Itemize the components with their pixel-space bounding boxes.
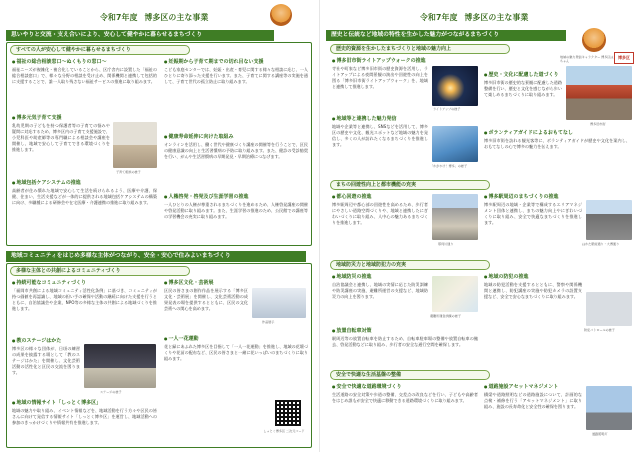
right-title-year: 令和7年度 — [420, 13, 458, 22]
left-band-community: 地域コミュニティをはじめ多様な主体がつながり、安全・安心で住みよいまちづくり — [6, 251, 306, 262]
item-heading: ● 福祉の総合相談窓口〜ぬくもりの窓口〜 — [12, 59, 107, 66]
item-heading: ● 博多旧市街ライトアップウォークの推進 — [332, 58, 426, 65]
item-body: 博多旧市街の歴史的な景観に配慮した道路整備を行い、歴史と文化を感じながら歩いて楽しめるまちづくりに取り組みます。 — [484, 80, 562, 98]
item-heading: ● 地域の情報サイト「しっとく博多区」 — [12, 400, 101, 407]
item-body: 博多駅周辺や都心部の回遊性を高めるため、歩行者にやさしい道路空間づくりや、地域と連携したにぎわいづくりに取り組み、人中心の魅力あるまちづくりを推進します。 — [332, 202, 428, 226]
stage-photo — [84, 344, 156, 388]
item-body: オンラインを活用し、働く世代や健康づくり講座の開催等を行うことで、区民の健康意識の向上と生活習慣病の予防に取り組みます。また、健診の受診勧奨を行い、がんや生活習慣病の早期発見・早期治療につなげます。 — [164, 142, 308, 160]
item-heading: ● 歴史・文化に配慮した道づくり — [484, 72, 559, 79]
photo-caption: 道路照明灯 — [592, 432, 608, 436]
right-title — [420, 12, 529, 23]
right-band-history: 歴史と伝統など地域の特性を生かした魅力がつながるまちづくり — [326, 30, 566, 41]
photo-caption: 博多旧市街 — [590, 122, 606, 126]
photo-caption: はかた駅前通り・大博通り — [582, 242, 620, 246]
item-body: 地域や企業等と連携し、SNSなどを活用して、博多区の歴史や文化、観光スポットなど地域の魅力を発信し、多くの人が訪れたくなるまちづくりを推進します。 — [332, 124, 428, 148]
item-body: 高齢者が住み慣れた地域で安心して生活を続けられるよう、医療や介護、保健、住まい、生活支援などが一体的に提供される地域包括ケアシステムの構築に向け、多職種による研修会や在宅医療・介護連携の推進に取り組みます。 — [12, 188, 157, 206]
right-sub-history: 歴史的資源を生かしたまちづくりと地域の魅力向上 — [330, 44, 510, 54]
street-photo — [432, 194, 478, 240]
promotion-photo — [432, 126, 478, 162]
photo-caption: 那珂川通り — [438, 242, 454, 246]
item-heading: ● 健康寿命延伸に向けた取組み — [164, 134, 234, 141]
item-heading: ● 人権啓発・啓発及び生涯学習の推進 — [164, 194, 249, 201]
right-sub-mobility: まちの回遊性向上と都市機能の充実 — [330, 180, 490, 190]
left-title-year: 令和7年度 — [100, 13, 138, 22]
item-heading: ● ボランティアガイドによるおもてなし — [484, 130, 573, 137]
item-body: 地域の魅力や取り組み、イベント情報などを、地域活動を行う方々や区民の皆さんに向けて発信する情報サイト「しっとく博多区」を運営し、地域活動への参加のきっかけづくりや情報共有を推進します。 — [12, 408, 157, 426]
item-heading: ● 一人一花運動 — [164, 336, 199, 343]
item-body: 福祉ニーズが複雑化・複合化していることから、区庁舎内に設置した「福祉の総合相談窓口」で、様々な分野の相談を受け止め、関係機関と連携して包括的に支援することで、誰一人取り残さない福祉サービスの推進に取り組みます。 — [12, 67, 157, 85]
item-body: 一人ひとりの人権が尊重されるまちづくりを進めるため、人権啓発講座の開催や啓発活動に取り組みます。また、生涯学習の推進のため、公民館での講座等の学習機会の充実に取り組みます。 — [164, 202, 308, 220]
photo-caption: 防犯パトロールの様子 — [584, 328, 615, 332]
mascot-icon — [270, 4, 292, 26]
item-heading: ● 博多元気子育て支援 — [12, 115, 62, 122]
item-heading: ● 地域等と連携した魅力発信 — [332, 116, 397, 123]
item-body: 博多区の様々な団体が、日頃の練習の成果を披露する場として「教のステージはかた」を開催し、文化芸術活動の活性化と区民の交流を図ります。 — [12, 346, 80, 376]
parenting-photo — [113, 122, 157, 168]
exhibit-photo — [252, 288, 306, 318]
item-body: 博多駅周辺の地域・企業等で構成するエリアマネジメント団体と連携し、まちの魅力向上やにぎわいづくりに取り組み、安全で快適なまちづくりを推進します。 — [484, 202, 582, 226]
right-sub-infra: 安全で快適な生活基盤の整備 — [330, 370, 490, 380]
item-heading: ● 放置自転車対策 — [332, 328, 372, 335]
hakata-stamp: 博多区 — [614, 52, 634, 64]
mascot-icon — [582, 28, 606, 52]
photo-caption: 「かがやけ！博多」の様子 — [430, 164, 468, 168]
left-band-welfare: 思いやりと交流・支え合いにより、安心して健やかに暮らせるまちづくり — [6, 30, 274, 41]
left-sub-welfare: すべての人が安心して健やかに暮らせるまちづくり — [10, 45, 190, 55]
item-body: 寺社や町家など博多旧市街の歴史資源を活用し、ライトアップによる夜間景観の演出や回遊性の向上を図る「博多旧市街ライトアップウォーク」を、地域と連携して推進します。 — [332, 66, 428, 90]
item-heading: ● 博多駅周辺のまちづくりの推進 — [484, 194, 558, 201]
item-body: 「福岡市共創による地域コミュニティ活性化条例」に基づき、コミュニティが持つ価値を再認識し、地域の担い手の確保や活動の継続に向けた支援を行うとともに、自治協議会や企業、NPO等の多様な主体の共創による地域づくりを推進します。 — [12, 288, 157, 312]
item-heading: ● 地域防災の推進 — [332, 274, 372, 281]
item-heading: ● 地域の防犯の推進 — [484, 274, 529, 281]
item-body: 生活道路の安全対策や歩道の整備、交差点の改良などを行い、子どもや高齢者をはじめ誰もが安全で快適に移動できる道路環境づくりに取り組みます。 — [332, 392, 478, 404]
item-body: 博多旧市街を訪れる観光客等に、ボランティアガイドが歴史や文化を案内し、おもてなしの心で博多の魅力を伝えます。 — [484, 138, 630, 150]
streetlight-photo — [586, 386, 632, 430]
item-heading: ● 博多区文化・芸術展 — [164, 280, 214, 287]
photo-caption: 作品展示 — [262, 320, 275, 324]
item-heading: ● 教のステージはかた — [12, 338, 61, 345]
item-heading: ● 地域包括ケアシステムの推進 — [12, 180, 81, 187]
item-body: 橋梁や道路照明などの道路施設について、計画的な点検・補修を行う「アセットマネジメント」に取り組み、施設の長寿命化と安全性の確保を図ります。 — [484, 392, 582, 410]
photo-caption: ライトアップの様子 — [433, 107, 461, 111]
lightup-photo — [432, 66, 478, 106]
oldtown-photo — [566, 66, 632, 120]
item-heading: ● 安全で快適な道路環境づくり — [332, 384, 402, 391]
item-heading: ● 道路施設アセットマネジメント — [484, 384, 558, 391]
right-sub-safety: 地域防災力と地域防犯力の充実 — [330, 260, 490, 270]
item-body: 自治協議会と連携し、地域の実情に応じた防災訓練や防災講座の実施、避難所運営の支援など、地域防災力の向上を図ります。 — [332, 282, 428, 300]
mascot-caption: 地域の魅力発信キャラクター 博多区はちゃん — [560, 55, 614, 63]
item-body: こども家庭センターでは、妊娠・出産・育児に関する様々な相談に応じ、一人ひとりに寄り添った支援を行います。また、子育てに関する講座等の実施を通して、子育て世代の孤立防止に取り組みます。 — [164, 67, 308, 85]
qr-code[interactable] — [275, 400, 301, 426]
station-road-photo — [586, 200, 632, 240]
right-page — [320, 0, 640, 452]
photo-caption: 子育て相談の様子 — [116, 170, 141, 174]
item-heading: ● 都心回遊の推進 — [332, 194, 372, 201]
photo-caption: 避難所運営訓練の様子 — [430, 314, 461, 318]
item-body: 駅周辺等の放置自転車を防止するため、自転車駐車場の整備や放置自転車の撤去、啓発活動などに取り組み、歩行者の安全な通行空間を確保します。 — [332, 336, 478, 348]
item-heading: ● 持続可能なコミュニティづくり — [12, 280, 86, 287]
item-body: 区民の皆さまの創作作品を展示する「博多区文化・芸術展」を開催し、文化芸術活動の成果発表の場を提供するとともに、区民の文化芸術への関心を高めます。 — [164, 288, 248, 312]
item-body: 地域の防犯活動を支援するとともに、警察や関係機関と連携し、防犯講座の実施や防犯カメラの設置支援など、安全で安心なまちづくりに取り組みます。 — [484, 282, 582, 300]
patrol-photo — [586, 292, 632, 326]
item-heading: ● 妊娠期から子育て期までの切れ目ない支援 — [164, 59, 264, 66]
photo-caption: ステージの様子 — [100, 390, 122, 394]
qr-caption: しっとく博多区 二次元コード — [263, 429, 305, 433]
left-title — [100, 12, 209, 23]
item-body: 乳幼児期の子どもを持つ保護者等の子育ての悩みや疑問に対応するため、博多区内の子育て支援施設で、小児科医や助産師等の専門職による相談会や講座を開催し、地域で安心して子育てできる環境づくりを推進します。 — [12, 123, 110, 153]
right-title-main: 博多区の主な事業 — [464, 13, 529, 22]
item-body: 花と緑にあふれた博多区を目指して「一人一花運動」を推進し、地域の花壇づくりや花苗の配布など、区民の皆さまと一緒に花いっぱいのまちづくりに取り組みます。 — [164, 344, 308, 362]
left-sub-community: 多様な主体との共創によるコミュニティづくり — [10, 266, 190, 276]
left-title-main: 博多区の主な事業 — [144, 13, 209, 22]
evacuation-photo — [432, 276, 478, 312]
